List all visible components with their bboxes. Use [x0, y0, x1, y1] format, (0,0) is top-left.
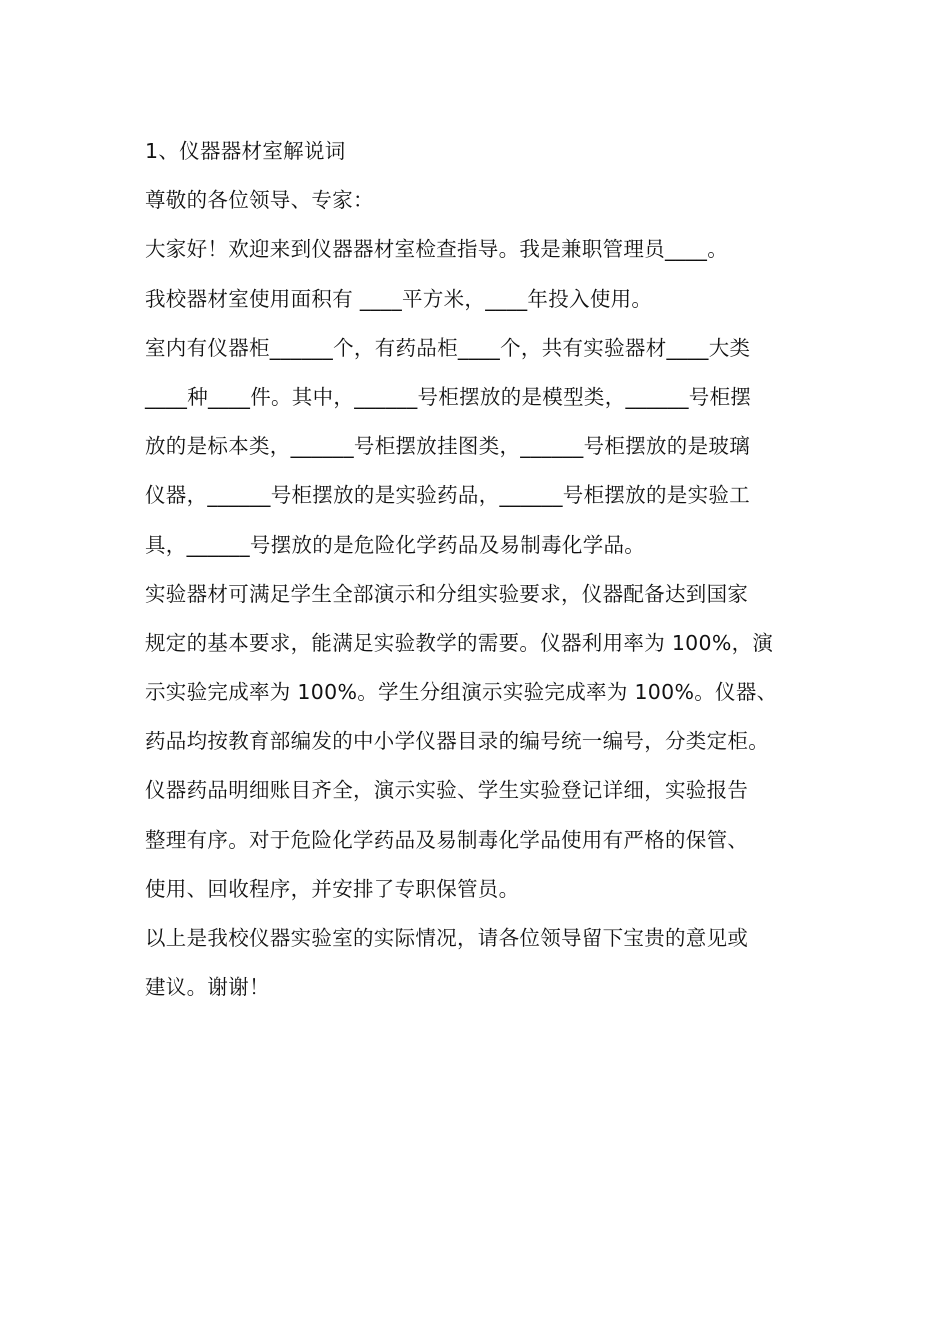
- text-line: 规定的基本要求，能满足实验教学的需要。仪器利用率为 100%，演: [145, 630, 774, 655]
- text-line: ____种____件。其中，______号柜摆放的是模型类，______号柜摆: [145, 384, 752, 409]
- text-line: 以上是我校仪器实验室的实际情况，请各位领导留下宝贵的意见或: [145, 926, 749, 950]
- text-line: 仪器药品明细账目齐全，演示实验、学生实验登记详细，实验报告: [145, 778, 749, 803]
- salutation: 尊敬的各位领导、专家：: [145, 188, 374, 213]
- text-line: 示实验完成率为 100%。学生分组演示实验完成率为 100%。仪器、: [145, 680, 778, 705]
- text-line: 具，______号摆放的是危险化学药品及易制毒化学品。: [145, 532, 646, 557]
- document-title: 1、仪器器材室解说词: [145, 139, 346, 163]
- text-line: 大家好！欢迎来到仪器器材室检查指导。我是兼职管理员____。: [145, 237, 728, 262]
- text-line: 实验器材可满足学生全部演示和分组实验要求，仪器配备达到国家: [145, 581, 749, 606]
- text-line: 药品均按教育部编发的中小学仪器目录的编号统一编号，分类定柜。: [145, 729, 769, 754]
- text-line: 我校器材室使用面积有 ____平方米，____年投入使用。: [145, 286, 653, 311]
- text-line: 整理有序。对于危险化学药品及易制毒化学品使用有严格的保管、: [145, 827, 749, 852]
- document-body: [145, 133, 825, 1018]
- text-line: 使用、回收程序，并安排了专职保管员。: [145, 876, 520, 901]
- text-line: 仪器，______号柜摆放的是实验药品，______号柜摆放的是实验工: [145, 483, 750, 508]
- text-line: 建议。谢谢！: [145, 975, 270, 1000]
- text-line: 放的是标本类，______号柜摆放挂图类，______号柜摆放的是玻璃: [145, 434, 750, 459]
- text-line: 室内有仪器柜______个，有药品柜____个，共有实验器材____大类: [145, 335, 751, 360]
